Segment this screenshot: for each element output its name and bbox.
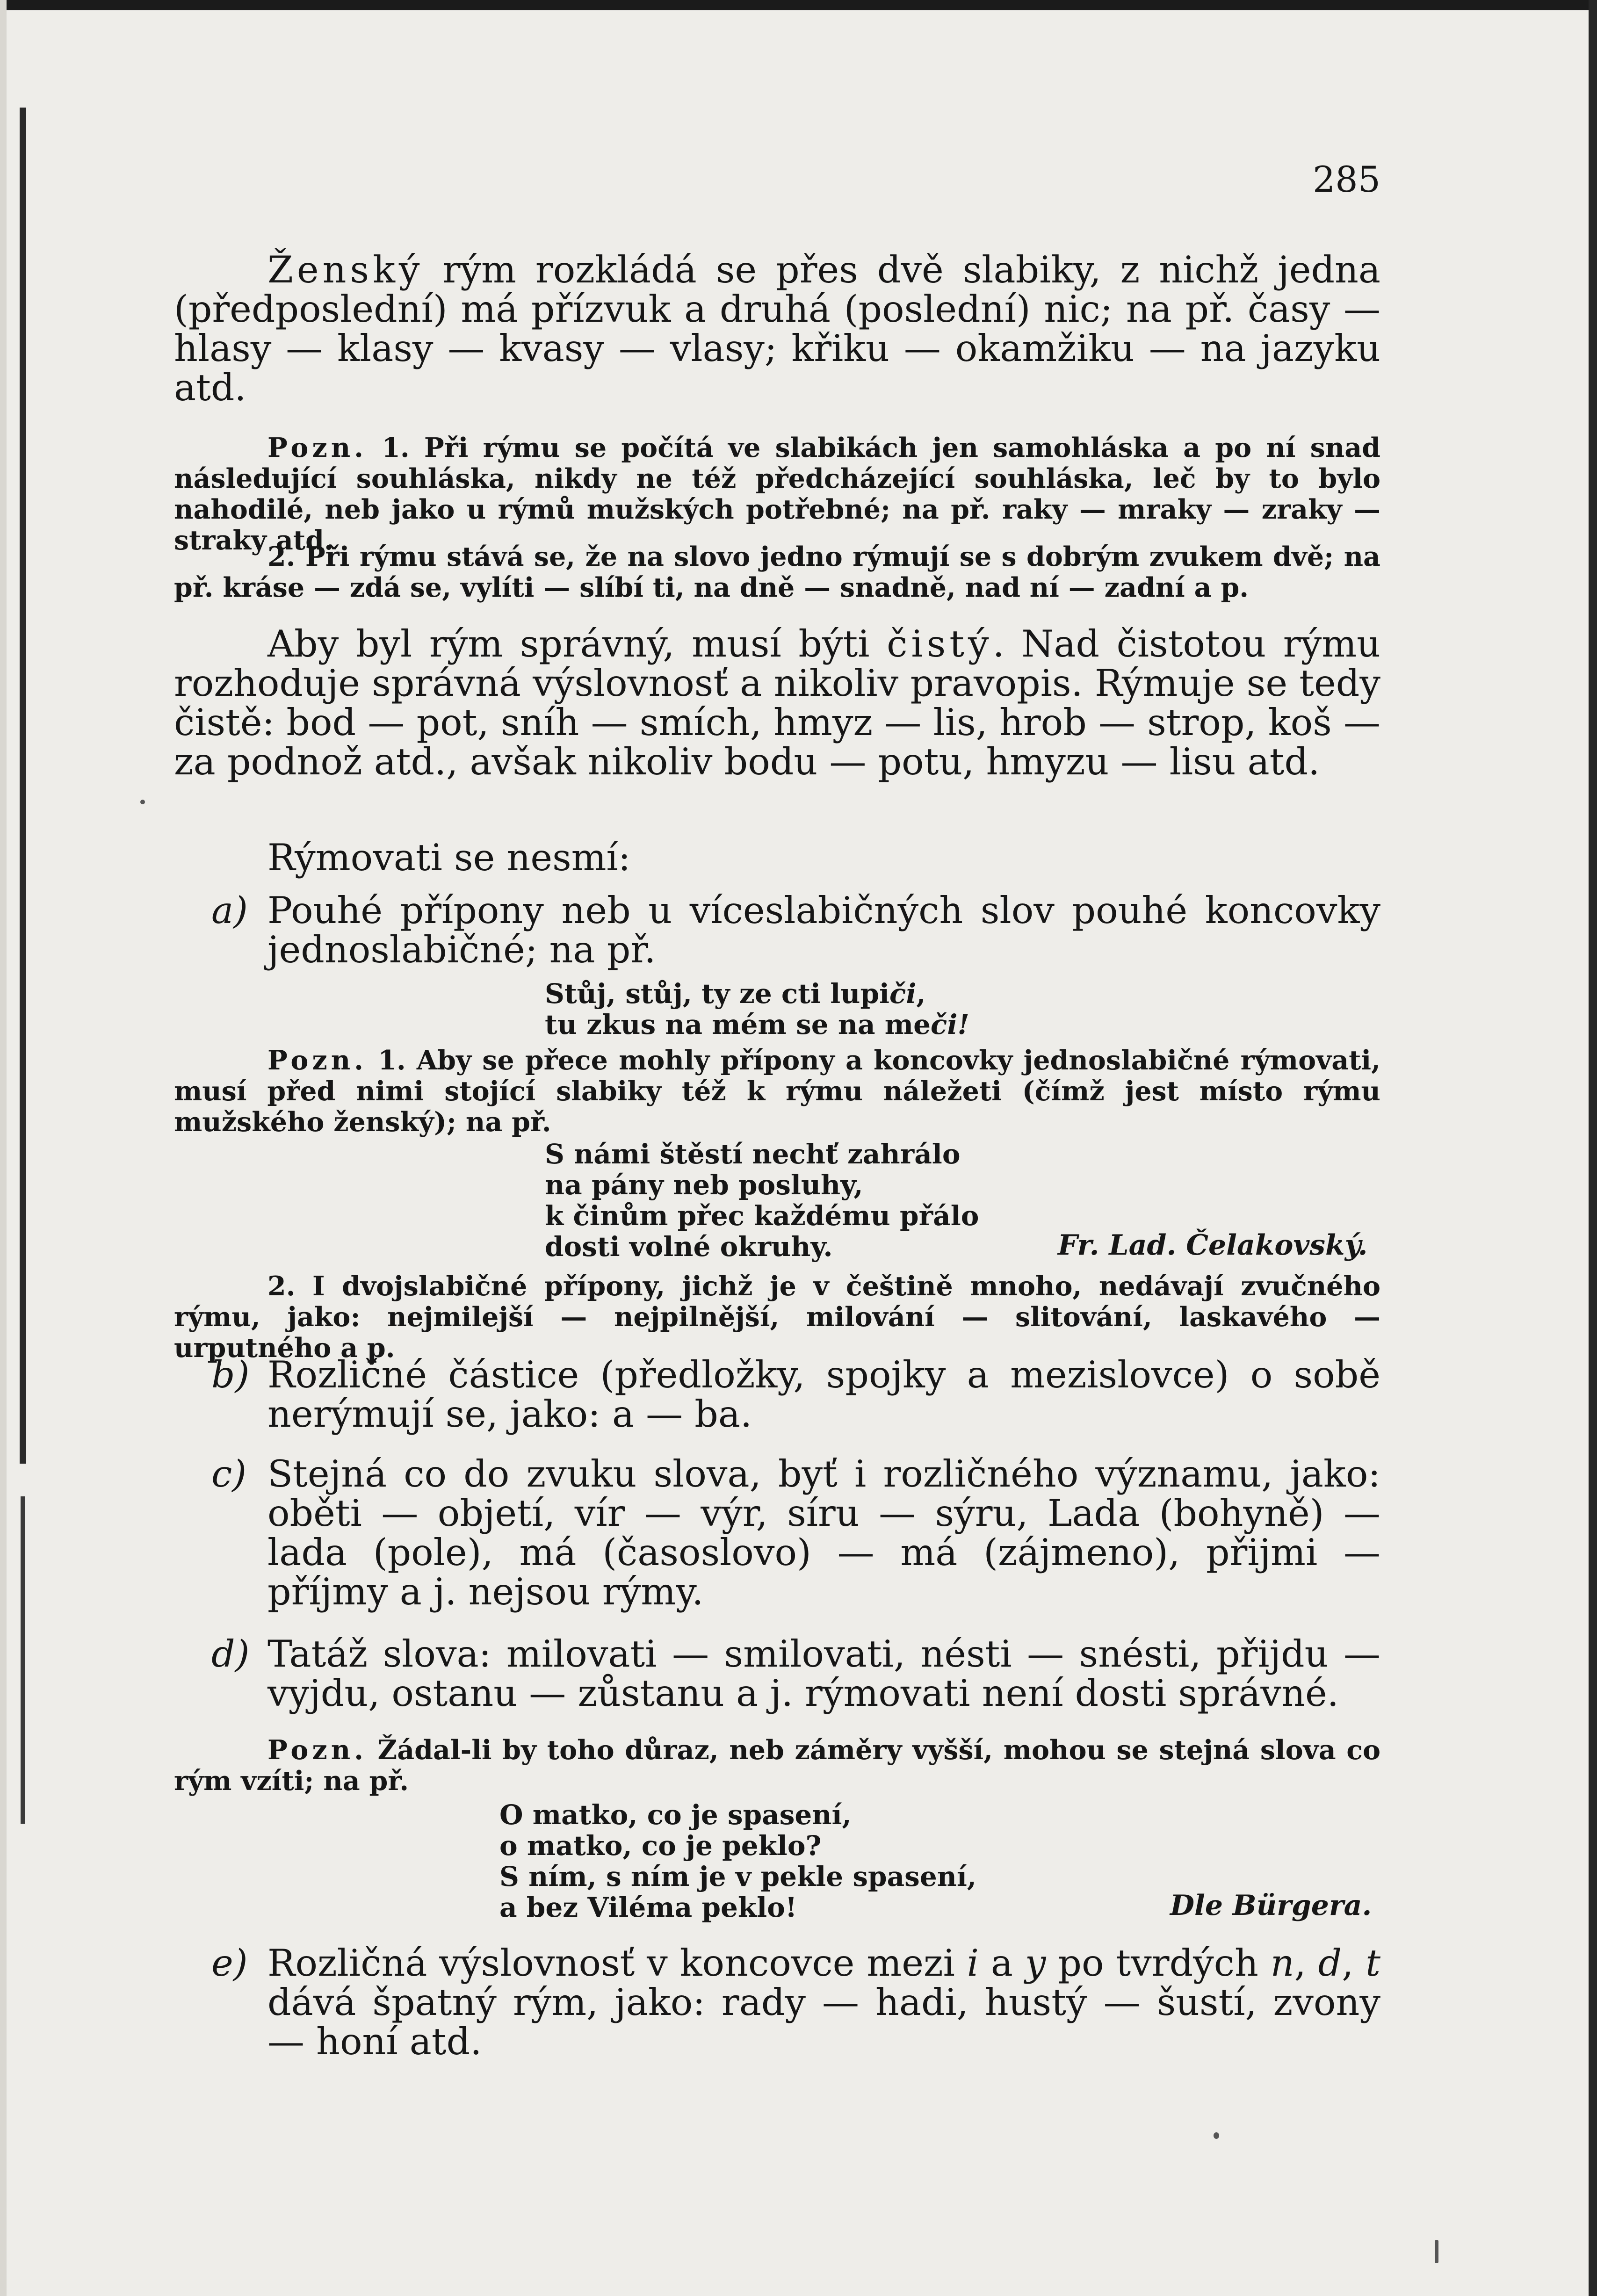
poem-b-line-2: na pány neb posluhy, — [545, 1169, 863, 1201]
binding-shadow — [20, 108, 26, 1464]
term-cisty: čistý — [887, 622, 993, 665]
note-label: Pozn. — [267, 1734, 368, 1766]
note-label: Pozn. — [267, 432, 368, 463]
paragraph-cisty-before: Aby byl rým správný, musí býti — [267, 622, 887, 665]
scan-speck — [1214, 2132, 1219, 2139]
scan-right-edge — [1589, 0, 1597, 2296]
paragraph-zensky-rym — [174, 250, 1380, 407]
poem-a-line-1: Stůj, stůj, ty ze cti lupiči, — [545, 978, 926, 1010]
poem-a-line-2: tu zkus na mém se na meči! — [545, 1009, 969, 1040]
heading-rymovati-text: Rýmovati se nesmí: — [267, 836, 631, 879]
list-item-e — [174, 1943, 1380, 2061]
heading-rymovati — [174, 838, 1380, 877]
note-d-text: Žádal-li by toho důraz, neb záměry vyšší, mohou se stejná slova co rým vzíti; na př. — [174, 1734, 1380, 1797]
list-item-b — [174, 1355, 1380, 1434]
paragraph-zensky-text: rým rozkládá se přes dvě slabiky, z nichž jedna (předposlední) má přízvuk a druhá (poslední) nic; na př. časy — hlasy — klasy — kvasy — vlasy; křiku — okamžiku — na jazyku atd. — [174, 248, 1380, 409]
list-label-d: d) — [211, 1632, 250, 1675]
poem-d-line-1: O matko, co je spasení, — [499, 1799, 852, 1831]
note-label: Pozn. — [267, 1045, 368, 1076]
poem-b-line-4: dosti volné okruhy. — [545, 1231, 833, 1263]
page-number: 285 — [1312, 159, 1380, 200]
list-item-a — [174, 891, 1380, 969]
list-text-a: Pouhé přípony neb u víceslabičných slov pouhé koncovky jednoslabičné; na př. — [267, 889, 1380, 971]
binding-shadow-lower — [21, 1496, 25, 1824]
poem-b-attribution: Fr. Lad. Čelakovský. — [1058, 1229, 1368, 1262]
note-a-1-text: 1. Aby se přece mohly přípony a koncovky jednoslabičné rýmovati, musí před nimi stojící slabiky též k rýmu náležeti (čímž jest místo rýmu mužského ženský); na př. — [174, 1045, 1380, 1138]
note-2 — [174, 542, 1380, 603]
list-item-d — [174, 1634, 1380, 1713]
poem-b — [545, 1139, 979, 1262]
poem-b-line-3: k činům přec každému přálo — [545, 1200, 979, 1232]
poem-a — [545, 978, 969, 1040]
note-1-text: 1. Při rýmu se počítá ve slabikách jen samohláska a po ní snad následující souhláska, nikdy ne též předcházející souhláska, leč by to bylo nahodilé, neb jako u rýmů mužských potřebné; na př. raky — mraky — zraky — straky atd. — [174, 432, 1380, 556]
list-label-b: b) — [211, 1353, 250, 1396]
poem-d-attribution: Dle Bürgera. — [1170, 1889, 1372, 1922]
list-text-b: Rozličné částice (předložky, spojky a mezislovce) o sobě nerýmují se, jako: a — ba. — [267, 1353, 1380, 1436]
note-2-text: 2. Při rýmu stává se, že na slovo jedno rýmují se s dobrým zvukem dvě; na př. kráse — zdá se, vylíti — slíbí ti, na dně — snadně, nad ní — zadní a p. — [174, 541, 1380, 603]
paragraph-cisty-after: . Nad čistotou rýmu rozhoduje správná výslovnosť a nikoliv pravopis. Rýmuje se tedy čistě: bod — pot, sníh — smích, hmyz — lis, hrob — strop, koš — za podnož atd., avšak nikoliv bodu — potu, hmyzu — lisu atd. — [174, 622, 1380, 783]
scan-top-edge — [0, 0, 1597, 10]
scan-left-edge — [0, 0, 7, 2296]
poem-d-line-3: S ním, s ním je v pekle spasení, — [499, 1861, 977, 1892]
list-label-e: e) — [211, 1942, 248, 1985]
note-a-2-text: 2. I dvojslabičné přípony, jichž je v češtině mnoho, nedávají zvučného rýmu, jako: nejmilejší — nejpilnější, milování — slitování, laskavého — urputného a p. — [174, 1271, 1380, 1364]
list-text-c: Stejná co do zvuku slova, byť i rozličného významu, jako: oběti — objetí, vír — výr, síru — sýru, Lada (bohyně) — lada (pole), má (časoslovo) — má (zájmeno), přijmi — příjmy a j. nejsou rýmy. — [267, 1452, 1380, 1613]
poem-d-line-4: a bez Viléma peklo! — [499, 1892, 797, 1923]
list-text-d: Tatáž slova: milovati — smilovati, nésti — snésti, přijdu — vyjdu, ostanu — zůstanu a j. rýmovati není dosti správné. — [267, 1632, 1380, 1715]
list-item-c — [174, 1454, 1380, 1611]
poem-d — [499, 1799, 976, 1923]
scan-speck — [140, 800, 145, 804]
list-text-e: Rozličná výslovnosť v koncovce mezi i a y po tvrdých n, d, t dává špatný rým, jako: rady — hadi, hustý — šustí, zvony — honí atd. — [267, 1942, 1380, 2063]
poem-b-line-1: S námi štěstí nechť zahrálo — [545, 1138, 961, 1170]
term-zensky: Ženský — [267, 248, 424, 291]
poem-d-line-2: o matko, co je peklo? — [499, 1830, 822, 1862]
list-label-a: a) — [211, 889, 248, 932]
note-a-2 — [174, 1271, 1380, 1364]
paragraph-cisty-rym — [174, 624, 1380, 781]
list-label-c: c) — [211, 1452, 247, 1495]
scan-speck — [1435, 2240, 1438, 2263]
note-1 — [174, 433, 1380, 556]
note-a-1 — [174, 1045, 1380, 1138]
note-d — [174, 1735, 1380, 1797]
